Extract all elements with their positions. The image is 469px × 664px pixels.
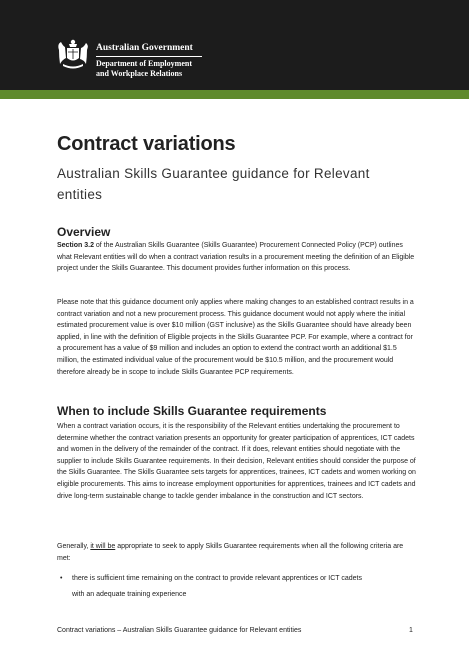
overview-paragraph-1-text: of the Australian Skills Guarantee (Skills Guarantee) Procurement Connected Policy (PCP) outlines what Relevant entities will do when a contract variation results in a procurement meeting the definition of an Eligible project under the Skills Guarantee. This document provides further information on this process. xyxy=(57,242,415,273)
underlined-phrase: it will be xyxy=(90,543,116,550)
government-name: Australian Government xyxy=(96,43,193,53)
when-paragraph-2 xyxy=(57,541,417,564)
header-accent-stripe xyxy=(0,90,469,99)
when-paragraph-2-post: appropriate to seek to apply Skills Guarantee requirements when all the following criteria are met: xyxy=(57,543,404,562)
footer-title: Contract variations – Australian Skills Guarantee guidance for Relevant entities xyxy=(57,627,302,634)
when-to-include-heading: When to include Skills Guarantee requirements xyxy=(57,404,327,418)
document-subtitle: Australian Skills Guarantee guidance for Relevant entities xyxy=(57,166,370,202)
document-title: Contract variations xyxy=(57,133,236,155)
coat-of-arms-icon xyxy=(55,38,91,72)
header-divider xyxy=(96,56,202,57)
overview-paragraph-1 xyxy=(57,240,417,275)
when-paragraph-2-pre: Generally, xyxy=(57,543,91,550)
page-number: 1 xyxy=(409,627,413,634)
department-name-line2: and Workplace Relations xyxy=(96,69,183,78)
when-paragraph-1: When a contract variation occurs, it is the responsibility of the Relevant entities undertaking the procurement to determine whether the contract variation presents an opportunity for greater participation of apprentices, ICT cadets and women in the delivery of the remainder of the contract. If it does, relevant entities should negotiate with the supplier to include Skills Guarantee requirements. In their decision, Relevant entities should consider the purpose of the Skills Guarantee. The Skills Guarantee sets targets for apprentices, trainees, ICT cadets and women working on eligible procurements. This aims to increase employment opportunities for apprentices, trainees and ICT cadets and drive long-term sustainable change to tackle gender imbalance in the construction and ICT sectors. xyxy=(57,423,416,500)
criteria-text-line2: with an adequate training experience xyxy=(72,591,187,598)
header-banner xyxy=(0,0,469,90)
overview-paragraph-2: Please note that this guidance document only applies where making changes to an established contract results in a contract variation and not a new procurement process. This guidance document would not apply where the initial estimated procurement value is over $10 million (GST inclusive) as the Skills Guarantee should have already been applied, in line with the definition of Eligible projects in the Skills Guarantee PCP. For example, where a contract for a procurement has a value of $9 million and includes an option to extend the contract worth an additional $1.5 million, the estimated individual value of the procurement would be $10.5 million, and the procurement would therefore already be in scope to include Skills Guarantee PCP requirements. xyxy=(57,299,414,376)
bullet-icon: • xyxy=(60,575,63,582)
criteria-text xyxy=(72,572,417,601)
department-name-line1: Department of Employment xyxy=(96,59,192,68)
section-reference: Section 3.2 xyxy=(57,242,94,249)
overview-heading: Overview xyxy=(57,225,111,239)
criteria-text-line1: there is sufficient time remaining on the contract to provide relevant apprentices or ICT cadets xyxy=(72,575,363,582)
